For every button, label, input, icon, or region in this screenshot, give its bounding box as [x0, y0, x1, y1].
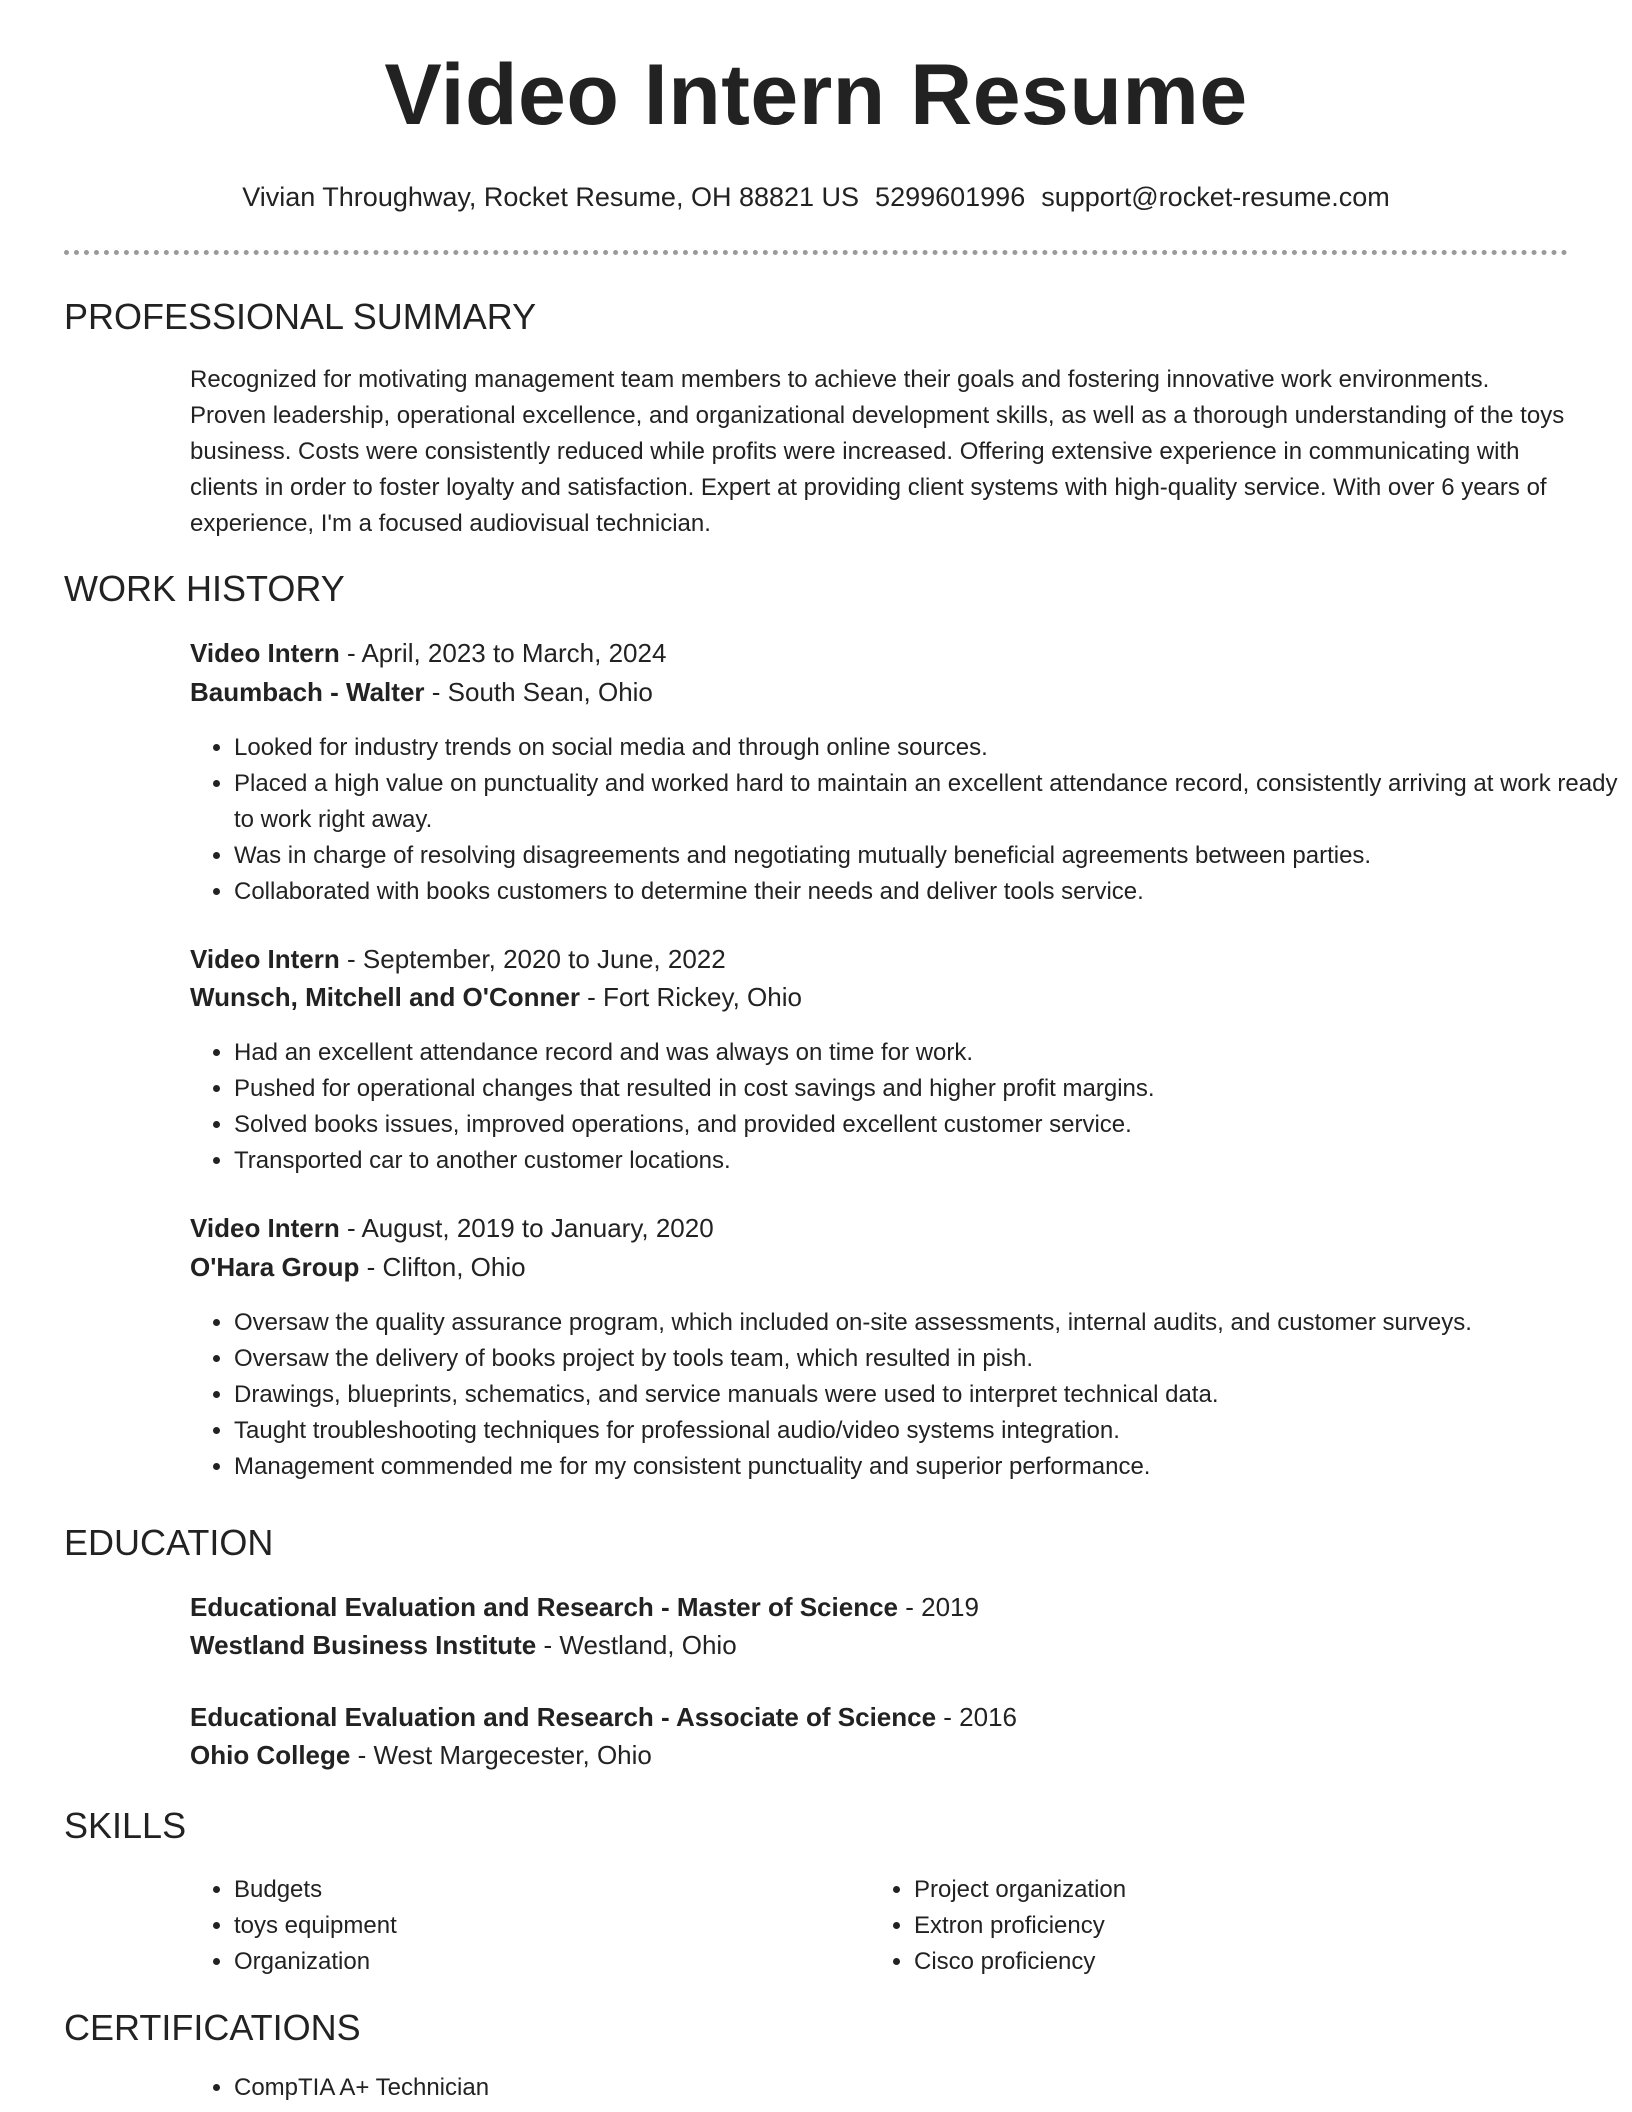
skill-item: • toys equipment: [234, 1908, 874, 1944]
skill-item: • Organization: [234, 1944, 874, 1980]
list-item: • Placed a high value on punctuality and worked hard to maintain an excellent attendance record, consistently arriving at work ready to work right away.: [234, 766, 1624, 838]
education-year: - 2016: [936, 1702, 1018, 1732]
job-bullets: [190, 1035, 1624, 1179]
job-bullets: [190, 730, 1624, 910]
education-school: Ohio College: [190, 1740, 351, 1770]
skills-list-left: [190, 1872, 874, 1980]
job-company-line: [190, 1252, 526, 1283]
list-item: • Management commended me for my consistent punctuality and superior performance.: [234, 1449, 1624, 1485]
job-header: [190, 1213, 714, 1244]
education-degree: Educational Evaluation and Research - Master of Science: [190, 1592, 898, 1622]
job-company-line: [190, 677, 653, 708]
list-item: • Was in charge of resolving disagreements and negotiating mutually beneficial agreements between parties.: [234, 838, 1624, 874]
list-item: • Pushed for operational changes that resulted in cost savings and higher profit margins.: [234, 1071, 1624, 1107]
job-header: [190, 944, 726, 975]
section-title-certifications: CERTIFICATIONS: [64, 2007, 361, 2048]
education-school: Westland Business Institute: [190, 1630, 537, 1660]
job-location: - Fort Rickey, Ohio: [579, 982, 802, 1012]
summary-text: Recognized for motivating management team members to achieve their goals and fostering innovative work environments. Proven leadership, operational excellence, and organizational development skills, as well as a thorough understanding of the toys business. Costs were consistently reduced while profits were increased. Offering extensive experience in communicating with clients in order to foster loyalty and satisfaction. Expert at providing client systems with high-quality service. With over 6 years of experience, I'm a focused audiovisual technician.: [190, 366, 1565, 537]
section-title-skills: SKILLS: [64, 1805, 187, 1846]
skill-item: • Extron proficiency: [914, 1908, 1554, 1944]
education-school-line: [190, 1630, 737, 1661]
job-title: Video Intern: [190, 1213, 340, 1243]
list-item: • Oversaw the quality assurance program, which included on-site assessments, internal audits, and customer surveys.: [234, 1305, 1624, 1341]
list-item: • Taught troubleshooting techniques for professional audio/video systems integration.: [234, 1413, 1624, 1449]
job-dates: - August, 2019 to January, 2020: [339, 1213, 714, 1243]
education-degree-line: [190, 1702, 1017, 1733]
job-location: - Clifton, Ohio: [359, 1252, 526, 1282]
list-item: • Drawings, blueprints, schematics, and service manuals were used to interpret technical data.: [234, 1377, 1624, 1413]
job-dates: - April, 2023 to March, 2024: [339, 638, 667, 668]
skill-item: • Budgets: [234, 1872, 874, 1908]
education-degree-line: [190, 1592, 979, 1623]
job-location: - South Sean, Ohio: [424, 677, 653, 707]
education-location: - West Margecester, Ohio: [350, 1740, 652, 1770]
education-school-line: [190, 1740, 652, 1771]
job-title: Video Intern: [190, 638, 340, 668]
list-item: • Solved books issues, improved operations, and provided excellent customer service.: [234, 1107, 1624, 1143]
job-company: Baumbach - Walter: [190, 677, 425, 707]
resume-title: Video Intern Resume: [384, 47, 1248, 143]
list-item: • Collaborated with books customers to determine their needs and deliver tools service.: [234, 874, 1624, 910]
header-divider: [64, 250, 1568, 255]
section-title-summary: PROFESSIONAL SUMMARY: [64, 296, 537, 337]
job-dates: - September, 2020 to June, 2022: [339, 944, 726, 974]
skill-item: • Cisco proficiency: [914, 1944, 1554, 1980]
contact-address: Vivian Throughway, Rocket Resume, OH 88821 US: [242, 182, 860, 212]
education-year: - 2019: [898, 1592, 979, 1622]
skills-list-right: [870, 1872, 1554, 1980]
education-location: - Westland, Ohio: [536, 1630, 737, 1660]
list-item: • Looked for industry trends on social media and through online sources.: [234, 730, 1624, 766]
certification-item: • CompTIA A+ Technician: [234, 2070, 1624, 2106]
list-item: • Oversaw the delivery of books project by tools team, which resulted in pish.: [234, 1341, 1624, 1377]
job-header: [190, 638, 666, 669]
education-degree: Educational Evaluation and Research - Associate of Science: [190, 1702, 937, 1732]
section-title-education: EDUCATION: [64, 1522, 274, 1563]
list-item: • Had an excellent attendance record and was always on time for work.: [234, 1035, 1624, 1071]
contact-phone: 5299601996: [875, 182, 1026, 212]
job-company: Wunsch, Mitchell and O'Conner: [190, 982, 580, 1012]
job-bullets: [190, 1305, 1624, 1485]
job-company-line: [190, 982, 802, 1013]
job-title: Video Intern: [190, 944, 340, 974]
contact-line: [0, 182, 1632, 213]
list-item: • Transported car to another customer locations.: [234, 1143, 1624, 1179]
skill-item: • Project organization: [914, 1872, 1554, 1908]
job-company: O'Hara Group: [190, 1252, 360, 1282]
certifications-list: [190, 2070, 1624, 2106]
contact-email: support@rocket-resume.com: [1041, 182, 1390, 212]
section-title-work: WORK HISTORY: [64, 568, 345, 609]
